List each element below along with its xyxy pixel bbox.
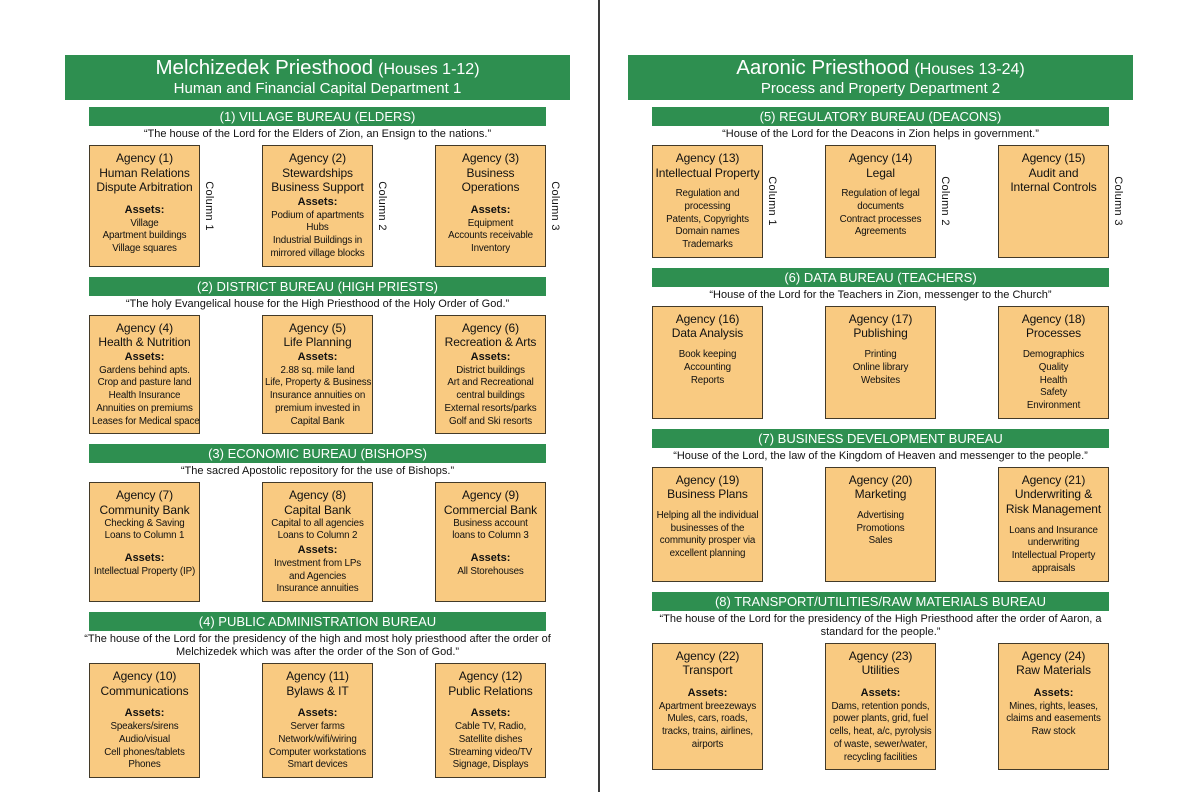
agency-body-line: Online library [852, 361, 909, 373]
agency-body-line: claims and easements [1006, 713, 1101, 725]
agency-body-line: Helping all the individual [656, 510, 759, 521]
agency-body-line: Speakers/sirens [110, 721, 179, 733]
agency-body-line: Satellite dishes [458, 733, 523, 745]
agency-title-line: Agency (2) [288, 150, 347, 165]
agency-body-line: Signage, Displays [452, 759, 529, 771]
agency-box [998, 145, 1109, 258]
agency-title-line: Agency (12) [458, 669, 523, 684]
agency-body-line: Domain names [675, 226, 740, 238]
bureau-heading: (7) BUSINESS DEVELOPMENT BUREAU [652, 429, 1109, 448]
agency-body-line: documents [857, 200, 904, 212]
agency-body-line: appraisals [1031, 562, 1076, 574]
agency-box [825, 306, 936, 419]
agency-body-line: Regulation and [675, 188, 740, 200]
agency-body-line: airports [691, 738, 724, 750]
line-gap [438, 195, 543, 203]
agency-box [435, 482, 546, 602]
agency-title-line: Community Bank [99, 502, 190, 517]
agency-cell [825, 643, 936, 771]
agency-title-line: Life Planning [283, 335, 352, 350]
agency-body-line: Quality [1038, 361, 1069, 373]
agency-cell [998, 643, 1109, 771]
assets-label: Assets: [687, 686, 728, 699]
line-gap [438, 698, 543, 706]
agency-title-line: Raw Materials [1016, 663, 1091, 678]
agency-title-line: Stewardships [282, 165, 353, 180]
assets-label: Assets: [297, 544, 338, 557]
agency-body-line: External resorts/parks [444, 402, 537, 414]
agency-title-line: Risk Management [1005, 502, 1102, 516]
agency-body-line: Regulation of legal [841, 188, 920, 200]
bureau-heading: (3) ECONOMIC BUREAU (BISHOPS) [89, 444, 546, 463]
bureau-heading: (2) DISTRICT BUREAU (HIGH PRIESTS) [89, 277, 546, 296]
agency-box [825, 643, 936, 771]
agency-title-line: Agency (11) [286, 669, 349, 684]
agency-body-line: Investment from LPs [274, 557, 361, 569]
agency-box [435, 315, 546, 435]
agency-cell [262, 145, 388, 267]
agency-body-line: tracks, trains, airlines, [662, 726, 753, 738]
agency-box [825, 145, 936, 258]
line-gap [655, 341, 760, 349]
agency-title-line: Agency (18) [1021, 311, 1086, 326]
agency-title-line: Utilities [861, 663, 900, 678]
agency-body-line: Apartment breezeways [658, 700, 757, 712]
agency-box [652, 306, 763, 419]
page-header [628, 55, 1133, 100]
bureau-section [65, 612, 570, 778]
column-label: Column 2 [376, 181, 388, 231]
agency-body-line: Intellectual Property (IP) [93, 565, 196, 577]
assets-label: Assets: [124, 203, 165, 216]
agency-body-line: Book keeping [678, 349, 737, 361]
agency-row [65, 315, 570, 435]
agency-box [89, 663, 200, 778]
bureau-section [628, 107, 1133, 258]
agency-title-line: Business Support [271, 180, 364, 195]
agency-body-line: Village squares [112, 243, 177, 255]
agency-body-line: Accounts receivable [448, 230, 533, 242]
assets-label: Assets: [124, 707, 165, 720]
agency-cell [89, 482, 200, 602]
agency-title-line: Agency (22) [675, 648, 740, 663]
bureau-quote: “House of the Lord for the Deacons in Zion helps in government.” [722, 128, 1039, 140]
agency-cell [825, 145, 951, 258]
page-aaronic [628, 55, 1133, 770]
agency-title-line: Agency (9) [461, 488, 520, 503]
agency-body-line: Dams, retention ponds, [831, 700, 930, 712]
agency-body-line: Business account [453, 517, 528, 529]
assets-label: Assets: [1033, 686, 1074, 699]
agency-title-line: Agency (23) [848, 648, 913, 663]
agency-body-line: Websites [861, 374, 900, 386]
bureau-quote: “The holy Evangelical house for the High Priesthood of the Holy Order of God.” [125, 297, 510, 310]
agency-cell [652, 145, 778, 258]
agency-body-line: All Storehouses [457, 565, 524, 577]
agency-body-line: and Agencies [288, 570, 347, 582]
bureau-section [65, 107, 570, 267]
agency-body-line: Promotions [856, 522, 905, 534]
agency-body-line: Loans and Insurance [1009, 524, 1098, 536]
page-title-suffix: (Houses 13-24) [914, 61, 1025, 79]
agency-body-line: Demographics [1022, 349, 1085, 361]
agency-body-line: Industrial Buildings in [272, 235, 363, 247]
agency-title-line: Agency (24) [1021, 648, 1086, 663]
agency-title-line: Agency (8) [288, 488, 347, 503]
agency-row [628, 643, 1133, 771]
agency-box [435, 663, 546, 778]
bureau-heading: (1) VILLAGE BUREAU (ELDERS) [89, 107, 546, 126]
line-gap [92, 698, 197, 706]
line-gap [828, 341, 933, 349]
agency-title-line: Agency (16) [675, 311, 740, 326]
agency-cell [89, 145, 215, 267]
agency-body-line: Printing [864, 349, 897, 361]
agency-body-line: Checking & Saving [104, 517, 185, 529]
agency-body-line: Agreements [854, 226, 907, 238]
agency-title-line: Recreation & Arts [444, 335, 537, 350]
agency-box [262, 482, 373, 602]
agency-body-line: Computer workstations [268, 746, 367, 758]
column-label: Column 1 [766, 176, 778, 227]
assets-label: Assets: [297, 350, 338, 363]
agency-body-line: Cable TV, Radio, [454, 721, 527, 733]
agency-cell [435, 315, 546, 435]
agency-box [262, 663, 373, 778]
agency-body-line: businesses of the [670, 522, 745, 534]
agency-body-line: Network/wifi/wiring [278, 733, 357, 745]
agency-title-line: Dispute Arbitration [96, 180, 193, 195]
page-divider [598, 0, 600, 792]
assets-label: Assets: [470, 350, 511, 363]
page-title-line [628, 57, 1133, 80]
agency-body-line: Capital to all agencies [271, 517, 364, 529]
page-title-line [65, 57, 570, 80]
agency-title-line: Intellectual Property [655, 165, 760, 180]
agency-body-line: Loans to Column 1 [104, 530, 185, 542]
agency-body-line: Hubs [306, 222, 329, 234]
agency-body-line: Art and Recreational [447, 377, 534, 389]
line-gap [655, 502, 760, 510]
agency-cell [652, 467, 763, 582]
agency-title-line: Processes [1025, 326, 1082, 341]
agency-box [262, 315, 373, 435]
agency-title-line: Agency (17) [848, 311, 913, 326]
agency-body-line: Smart devices [287, 759, 348, 771]
agency-body-line: premium invested in [275, 402, 360, 414]
agency-body-line: Inventory [471, 243, 510, 255]
agency-cell [825, 306, 936, 419]
assets-label: Assets: [124, 350, 165, 363]
agency-body-line: 2.88 sq. mile land [280, 364, 355, 376]
agency-body-line: Equipment [467, 217, 514, 229]
agency-body-line: of waste, sewer/water, [833, 738, 928, 750]
agency-title-line: Operations [461, 180, 520, 195]
agency-body-line: Life, Property & Business [265, 377, 372, 389]
page-title: Aaronic Priesthood [736, 56, 910, 80]
column-label: Column 3 [1112, 176, 1124, 227]
line-gap [655, 678, 760, 686]
column-label: Column 1 [203, 181, 215, 231]
agency-body-line: Health [1039, 374, 1068, 386]
agency-body-line: Raw stock [1031, 726, 1076, 738]
page-title-suffix: (Houses 1-12) [378, 61, 480, 79]
assets-label: Assets: [860, 686, 901, 699]
line-gap [438, 543, 543, 551]
agency-title-line: Publishing [853, 326, 908, 341]
agency-title-line: Agency (19) [675, 472, 740, 487]
assets-label: Assets: [470, 203, 511, 216]
agency-body-line: Audio/visual [118, 733, 171, 745]
agency-body-line: Cell phones/tablets [104, 746, 185, 758]
agency-box [89, 315, 200, 435]
agency-cell [435, 145, 561, 267]
bureau-quote: “The sacred Apostolic repository for the use of Bishops.” [180, 465, 455, 478]
agency-body-line: Apartment buildings [102, 230, 187, 242]
agency-title-line: Agency (20) [848, 472, 913, 487]
line-gap [655, 180, 760, 188]
agency-body-line: Accounting [684, 361, 731, 373]
bureau-heading: (5) REGULATORY BUREAU (DEACONS) [652, 107, 1109, 126]
agency-title-line: Legal [866, 165, 895, 180]
agency-body-line: Village [130, 217, 159, 229]
agency-row [628, 306, 1133, 419]
agency-title-line: Agency (3) [461, 150, 520, 165]
agency-title-line: Agency (1) [115, 150, 174, 165]
line-gap [92, 543, 197, 551]
agency-body-line: excellent planning [669, 548, 746, 560]
agency-cell [652, 306, 763, 419]
agency-body-line: Crop and pasture land [97, 377, 192, 389]
agency-title-line: Agency (6) [461, 320, 520, 335]
agency-title-line: Underwriting & [1014, 487, 1093, 502]
agency-title-line: Agency (4) [115, 320, 174, 335]
agency-title-line: Capital Bank [284, 502, 351, 517]
assets-label: Assets: [297, 195, 338, 208]
bureau-heading: (8) TRANSPORT/UTILITIES/RAW MATERIALS BUREAU [652, 592, 1109, 611]
agency-title-line: Internal Controls [1010, 180, 1097, 195]
agency-body-line: processing [684, 200, 731, 212]
agency-body-line: Server farms [290, 721, 345, 733]
page-header [65, 55, 570, 100]
page-subtitle: Process and Property Department 2 [760, 80, 1001, 98]
agency-title-line: Human Relations [99, 165, 190, 180]
agency-title-line: Audit and [1028, 165, 1079, 180]
agency-body-line: Capital Bank [290, 415, 345, 427]
agency-body-line: underwriting [1027, 537, 1080, 549]
assets-label: Assets: [470, 552, 511, 565]
agency-box [652, 145, 763, 258]
agency-cell [435, 482, 546, 602]
agency-cell [825, 467, 936, 582]
agency-body-line: power plants, grid, fuel [833, 713, 928, 725]
bureau-section [628, 429, 1133, 582]
page-melchizedek [65, 55, 570, 778]
agency-cell [998, 467, 1109, 582]
agency-body-line: Intellectual Property [1011, 550, 1096, 562]
agency-body-line: Podium of apartments [271, 209, 364, 221]
bureau-heading: (6) DATA BUREAU (TEACHERS) [652, 268, 1109, 287]
agency-body-line: Mules, cars, roads, [667, 713, 748, 725]
assets-label: Assets: [470, 707, 511, 720]
agency-box [998, 306, 1109, 419]
line-gap [1001, 341, 1106, 349]
agency-title-line: Agency (13) [675, 150, 740, 165]
agency-body-line: Phones [128, 759, 161, 771]
agency-title-line: Business Plans [667, 487, 748, 502]
bureau-quote: “The house of the Lord for the Elders of Zion, an Ensign to the nations.” [143, 128, 492, 140]
assets-label: Assets: [297, 707, 338, 720]
agency-title-line: Business [466, 165, 515, 180]
bureau-quote: “The house of the Lord for the presidency of the High Priesthood after the order of Aaron, a standard for the people.” [659, 612, 1102, 638]
column-label: Column 2 [939, 176, 951, 227]
agency-body-line: Loans to Column 2 [277, 530, 358, 542]
line-gap [1001, 517, 1106, 525]
page-title: Melchizedek Priesthood [155, 56, 374, 80]
agency-body-line: Patents, Copyrights [666, 213, 749, 225]
agency-body-line: Golf and Ski resorts [448, 415, 533, 427]
agency-cell [262, 482, 373, 602]
agency-row [65, 482, 570, 602]
agency-cell [262, 315, 373, 435]
agency-cell [89, 663, 200, 778]
agency-title-line: Data Analysis [671, 326, 744, 341]
agency-cell [262, 663, 373, 778]
agency-row [65, 145, 570, 267]
agency-box [435, 145, 546, 267]
agency-box [89, 145, 200, 267]
agency-body-line: community prosper via [659, 535, 756, 547]
agency-box [998, 467, 1109, 582]
agency-body-line: Safety [1040, 387, 1067, 399]
bureau-section [65, 277, 570, 435]
agency-cell [435, 663, 546, 778]
agency-body-line: Contract processes [839, 213, 922, 225]
agency-box [998, 643, 1109, 771]
agency-body-line: Advertising [857, 510, 904, 521]
agency-body-line: Health Insurance [108, 390, 181, 402]
agency-title-line: Agency (15) [1021, 150, 1086, 165]
line-gap [265, 698, 370, 706]
agency-box [652, 467, 763, 582]
agency-row [65, 663, 570, 778]
agency-body-line: Gardens behind apts. [99, 364, 190, 376]
agency-body-line: central buildings [456, 390, 525, 402]
agency-body-line: Streaming video/TV [448, 746, 533, 758]
bureau-quote: “House of the Lord for the Teachers in Zion, messenger to the Church” [709, 288, 1052, 301]
agency-cell [998, 306, 1109, 419]
agency-body-line: Reports [690, 374, 725, 386]
agency-title-line: Agency (5) [288, 320, 347, 335]
agency-cell [652, 643, 763, 771]
agency-title-line: Marketing [854, 487, 907, 502]
agency-box [652, 643, 763, 771]
column-label: Column 3 [549, 181, 561, 231]
agency-title-line: Agency (7) [115, 488, 174, 503]
bureau-heading: (4) PUBLIC ADMINISTRATION BUREAU [89, 612, 546, 631]
agency-title-line: Communications [100, 683, 189, 698]
agency-body-line: Trademarks [682, 239, 733, 251]
page-subtitle: Human and Financial Capital Department 1 [173, 80, 462, 98]
bureau-section [628, 268, 1133, 419]
line-gap [828, 678, 933, 686]
agency-box [262, 145, 373, 267]
agency-body-line: recycling facilities [843, 751, 918, 763]
agency-body-line: Mines, rights, leases, [1009, 700, 1098, 712]
bureau-quote: “The house of the Lord for the presidency of the high and most holy priesthood after the order of Melchizedek which was after the order of the Son of God.” [84, 633, 551, 659]
agency-body-line: cells, heat, a/c, pyrolysis [829, 726, 932, 738]
agency-cell [89, 315, 200, 435]
bureau-section [628, 592, 1133, 771]
agency-box [89, 482, 200, 602]
agency-title-line: Commercial Bank [443, 502, 538, 517]
bureau-quote: “House of the Lord, the law of the Kingdom of Heaven and messenger to the people.” [673, 449, 1088, 462]
assets-label: Assets: [124, 552, 165, 565]
agency-body-line: Environment [1026, 400, 1081, 412]
agency-body-line: District buildings [456, 364, 525, 376]
agency-title-line: Agency (21) [1021, 472, 1086, 487]
agency-body-line: loans to Column 3 [452, 530, 529, 542]
bureau-section [65, 444, 570, 602]
agency-body-line: Insurance annuities on [269, 390, 366, 402]
agency-body-line: Sales [868, 535, 893, 547]
agency-title-line: Agency (10) [112, 669, 177, 684]
agency-cell [998, 145, 1124, 258]
line-gap [92, 195, 197, 203]
line-gap [828, 180, 933, 188]
agency-title-line: Health & Nutrition [98, 335, 191, 350]
line-gap [828, 502, 933, 510]
agency-title-line: Agency (14) [848, 150, 913, 165]
agency-title-line: Bylaws & IT [286, 683, 349, 698]
agency-body-line: mirrored village blocks [270, 247, 365, 259]
agency-title-line: Transport [682, 663, 733, 678]
agency-body-line: Insurance annuities [276, 583, 359, 595]
agency-row [628, 145, 1133, 258]
agency-title-line: Public Relations [448, 683, 533, 698]
agency-box [825, 467, 936, 582]
agency-body-line: Leases for Medical space [92, 415, 200, 427]
agency-body-line: Annuities on premiums [96, 402, 193, 414]
agency-row [628, 467, 1133, 582]
line-gap [1001, 678, 1106, 686]
